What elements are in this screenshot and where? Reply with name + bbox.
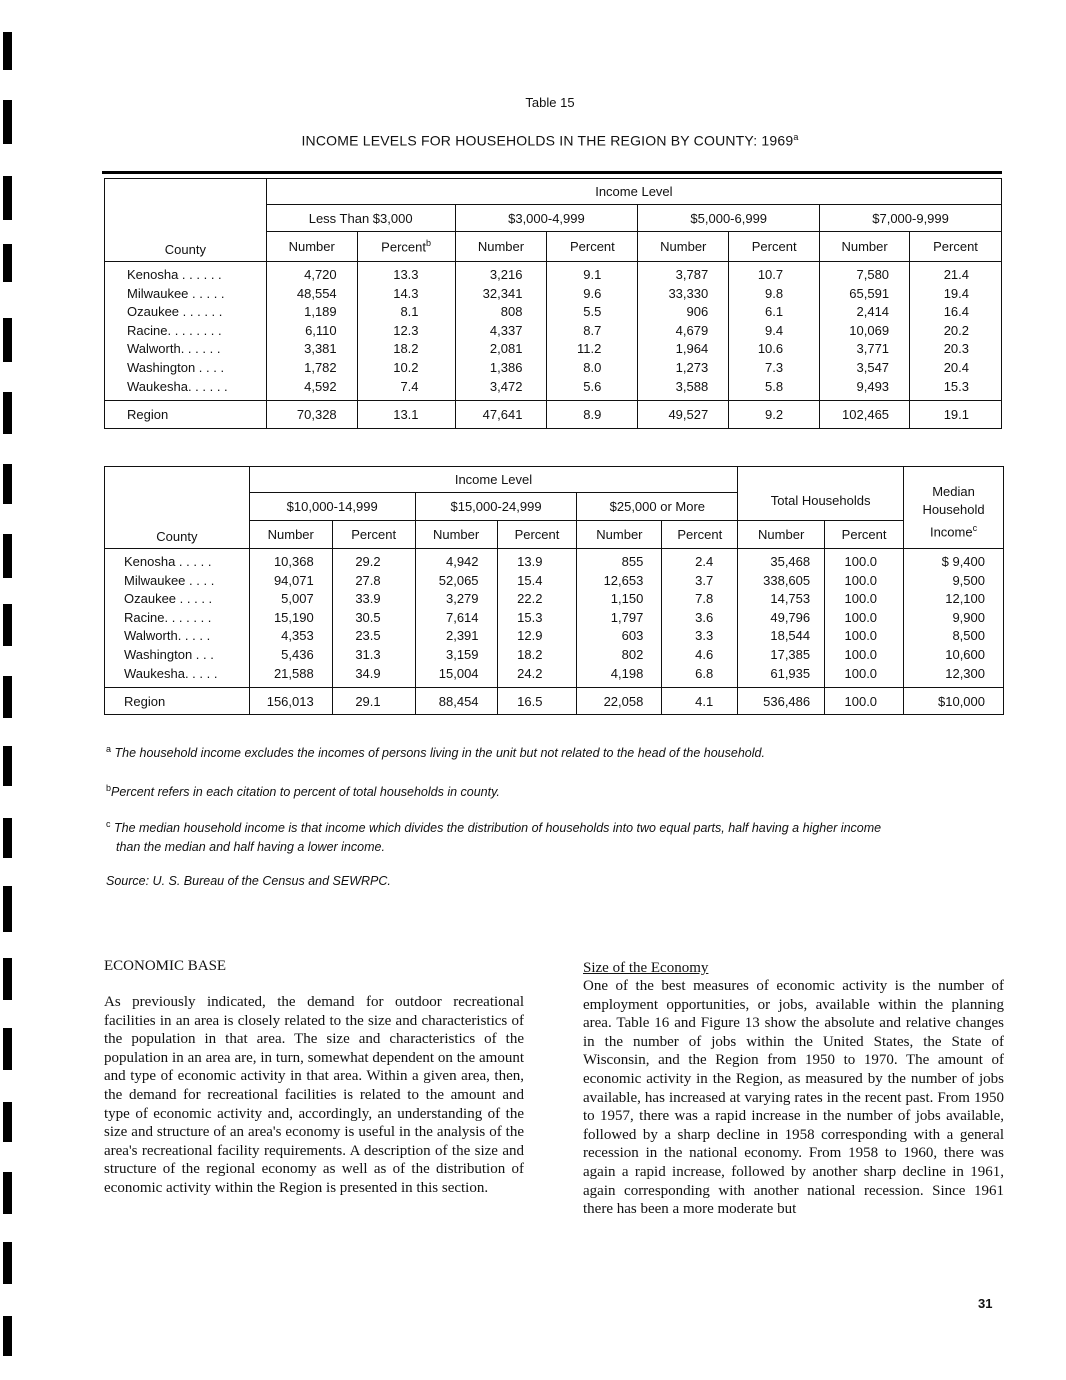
table-cell-value: 33,330	[668, 285, 709, 301]
table-cell-value: 7.8	[695, 591, 714, 607]
table-cell-value: 12,653	[603, 572, 644, 588]
table-cell-value: Waukesha. . . . . .	[127, 378, 228, 394]
region-value: 47,641	[455, 401, 547, 429]
table-cell-value: Racine. . . . . . .	[124, 609, 212, 625]
table-cell-value: 22.2	[517, 591, 543, 607]
region-value: 13.1	[357, 401, 455, 429]
binder-mark	[3, 958, 12, 1000]
size-of-economy-paragraph: One of the best measures of economic activity is the number of employment opportunities, or jobs, available within the planning area. Table 16 and Figure 13 show the absolute and relative changes in the number of jobs within the United States, the State of Wisconsin, and the Region from 1950 to 1970. The amount of economic activity in the Region, as measured by the number of jobs available, has increased at varying rates in the recent past. From 1950 to 1957, there was a rapid increase in the number of jobs available, followed by a sharp decline in 1958 corresponding with a general recession in the national economy. From 1958 to 1960, there was again a rapid increase, followed by another sharp decline in 1961, again corresponding with another national recession. Since 1961 there has been a more moderate but	[583, 978, 1004, 1218]
region-value: 22,058	[577, 688, 662, 715]
table-cell-value: $ 9,400	[941, 554, 985, 569]
table-cell-value: 100.0	[844, 665, 878, 681]
table-cell-value: 4,592	[304, 378, 337, 394]
table-cell-value: 100.0	[844, 609, 878, 625]
region-value: 102,465	[820, 401, 910, 429]
table-cell-value: 1,189	[304, 304, 337, 320]
region-value: 4.1	[662, 688, 738, 715]
data-column	[577, 549, 662, 688]
binder-mark	[3, 318, 12, 362]
data-column	[638, 262, 729, 401]
data-column	[332, 549, 415, 688]
region-value: 100.0	[825, 688, 904, 715]
table-cell-value: 855	[621, 554, 644, 569]
data-column	[415, 549, 497, 688]
data-column	[357, 262, 455, 401]
table-body	[105, 262, 1002, 401]
table-cell-value: 3,279	[445, 591, 479, 607]
data-column	[455, 262, 547, 401]
column-header: Number	[455, 232, 547, 262]
binder-mark	[3, 32, 12, 70]
table-cell-value: 13.3	[393, 267, 419, 282]
region-value: 88,454	[415, 688, 497, 715]
table-cell-value: 4,720	[304, 267, 337, 282]
data-column	[910, 262, 1002, 401]
table-cell-value: 802	[621, 646, 644, 662]
bracket-header: $5,000-6,999	[638, 205, 820, 232]
table-cell-value: 9,493	[856, 378, 890, 394]
table-cell-value: Kenosha . . . . . .	[127, 267, 222, 282]
table-cell-value: 32,341	[482, 285, 523, 301]
column-header: Number	[638, 232, 729, 262]
column-header: Percent$^b$	[357, 232, 455, 262]
table-cell-value: 9.8	[765, 285, 784, 301]
table-cell-value: 27.8	[355, 572, 381, 588]
economic-base-paragraph: As previously indicated, the demand for outdoor recreational facilities in an area is closely related to the size and characteristics of the population in that area. The size and characteristics of the population in an area are, in turn, somewhat dependent on the amount and type of economic activity in that area. Within a given area, then, the demand for recreational facilities is related to the amount and type of economic activity and, accordingly, an understanding of the size and structure of an area's economy is useful in the analysis of the area's recreational facility requirements. A description of the size and structure of the regional economy as well as of the distribution of economic activity within the Region is presented in this section.	[104, 994, 524, 1196]
table-cell-value: 10,600	[945, 646, 985, 662]
binder-mark	[3, 746, 12, 786]
region-label: Region	[105, 688, 250, 715]
table-cell-value: 5.5	[583, 304, 602, 320]
table-cell-value: 906	[686, 304, 709, 320]
table-cell-value: 20.3	[943, 341, 969, 357]
footnote-c: $^c$ The median household income is that income which divides the distribution of households into two equal parts, half having a higher income than the median and half having a lower income.	[106, 819, 882, 855]
table-cell-value: 4,353	[281, 628, 314, 644]
table-cell-value: 5,007	[281, 591, 314, 607]
percent-footnote-mark: b	[425, 238, 431, 249]
table-cell-value: 3.6	[695, 609, 714, 625]
table-cell-value: 4.6	[695, 646, 714, 662]
table-cell-value: 5.8	[765, 378, 784, 394]
table-cell-value: Milwaukee . . . . .	[127, 285, 225, 301]
table-body	[105, 549, 1004, 688]
data-column	[738, 549, 825, 688]
binder-mark	[3, 1242, 12, 1284]
table-cell-value: 3,216	[489, 267, 523, 282]
table-cell-value: 21,588	[273, 665, 314, 681]
table-cell-value: 16.4	[943, 304, 969, 320]
county-column	[105, 549, 250, 688]
table-cell-value: 4,198	[610, 665, 644, 681]
table-cell-value: 4,942	[445, 554, 479, 569]
column-header: Percent	[910, 232, 1002, 262]
table-cell-value: 7.3	[765, 359, 784, 375]
column-header: Number	[415, 521, 497, 549]
income-level-header: Income Level	[249, 467, 737, 493]
table-cell-value: 100.0	[844, 628, 878, 644]
table-cell-value: 35,468	[770, 554, 811, 569]
page-number: 31	[978, 1296, 993, 1311]
table-cell-value: 15.3	[943, 378, 969, 394]
county-header: County	[105, 179, 267, 262]
column-header: Number	[820, 232, 910, 262]
data-column	[547, 262, 638, 401]
data-column	[729, 262, 820, 401]
table-cell-value: 18.2	[517, 646, 543, 662]
table-cell-value: 7,614	[445, 609, 479, 625]
table-cell-value: 1,782	[304, 359, 337, 375]
table-cell-value: 20.4	[943, 359, 969, 375]
table-cell-value: 94,071	[273, 572, 314, 588]
table-cell-value: Ozaukee . . . . .	[124, 591, 213, 607]
county-header: County	[105, 467, 250, 549]
table-cell-value: 65,591	[849, 285, 890, 301]
table-cell-value: 20.2	[943, 322, 969, 338]
table-cell-value: 2,414	[856, 304, 890, 320]
table-cell-value: 8.7	[583, 322, 602, 338]
table-cell-value: 4,337	[489, 322, 523, 338]
table-cell-value: 1,273	[675, 359, 709, 375]
region-value: 536,486	[738, 688, 825, 715]
table-cell-value: 14,753	[770, 591, 811, 607]
table-cell-value: 12.3	[393, 322, 419, 338]
binder-mark	[3, 464, 12, 504]
table-cell-value: 3,547	[856, 359, 890, 375]
column-header: Percent	[662, 521, 738, 549]
table-cell-value: 8.1	[400, 304, 419, 320]
table-cell-value: 8.0	[583, 359, 602, 375]
table-number: Table 15	[525, 95, 575, 110]
table-cell-value: Milwaukee . . . .	[124, 572, 215, 588]
table-cell-value: 52,065	[438, 572, 479, 588]
table-cell-value: Racine. . . . . . . .	[127, 322, 222, 338]
bracket-header: $10,000-14,999	[249, 493, 415, 521]
table-cell-value: 10.2	[393, 359, 419, 375]
table-title: INCOME LEVELS FOR HOUSEHOLDS IN THE REGION BY COUNTY: 1969$^a$	[301, 132, 799, 149]
table-cell-value: 21.4	[943, 267, 969, 282]
table-cell-value: 9,500	[952, 572, 985, 588]
table-cell-value: 338,605	[763, 572, 811, 588]
binder-mark	[3, 244, 12, 282]
table-cell-value: 15.4	[517, 572, 543, 588]
bracket-header: $7,000-9,999	[820, 205, 1002, 232]
data-column	[820, 262, 910, 401]
region-value: 29.1	[332, 688, 415, 715]
table-cell-value: 100.0	[844, 572, 878, 588]
region-value: 156,013	[249, 688, 332, 715]
economic-base-heading: ECONOMIC BASE	[104, 958, 227, 974]
table-cell-value: 10.6	[757, 341, 784, 357]
table-cell-value: 5,436	[281, 646, 314, 662]
binder-mark	[3, 176, 12, 220]
table-cell-value: 15,004	[438, 665, 479, 681]
table-cell-value: 6,110	[305, 322, 337, 338]
table-cell-value: 15,190	[273, 609, 314, 625]
column-header: Number	[249, 521, 332, 549]
table-cell-value: 9.6	[583, 285, 602, 301]
table-cell-value: 1,150	[610, 591, 644, 607]
table-cell-value: 2,391	[445, 628, 479, 644]
binder-mark	[3, 1028, 12, 1070]
binder-mark	[3, 534, 12, 578]
table-cell-value: 33.9	[355, 591, 381, 607]
column-header: Number	[577, 521, 662, 549]
binder-mark	[3, 1172, 12, 1214]
region-value: 16.5	[497, 688, 577, 715]
footnote-a: $^a$ The household income excludes the incomes of persons living in the unit but not related to the head of the household.	[106, 744, 765, 761]
table-cell-value: 11.2	[576, 341, 602, 357]
binder-mark	[3, 676, 12, 718]
table-cell-value: 48,554	[296, 285, 337, 301]
column-header: Number	[738, 521, 825, 549]
table-cell-value: 12,100	[945, 591, 985, 607]
column-header: Percent	[497, 521, 577, 549]
table-cell-value: 12,300	[945, 665, 985, 681]
bracket-header: $3,000-4,999	[455, 205, 638, 232]
table-cell-value: Waukesha. . . . .	[124, 665, 218, 681]
table-cell-value: 49,796	[770, 609, 811, 625]
table-cell-value: 1,386	[489, 359, 523, 375]
table-cell-value: 23.5	[355, 628, 381, 644]
column-header: Number	[266, 232, 357, 262]
table-cell-value: 19.4	[943, 285, 969, 301]
bracket-header: $25,000 or More	[577, 493, 738, 521]
county-column	[105, 262, 267, 401]
table-cell-value: 13.9	[517, 554, 543, 569]
table-cell-value: 100.0	[844, 646, 878, 662]
table-cell-value: Washington . . . .	[127, 359, 225, 375]
table-top-rule	[102, 171, 1002, 174]
table-cell-value: 4,679	[675, 322, 709, 338]
region-value: 49,527	[638, 401, 729, 429]
data-column	[249, 549, 332, 688]
table-cell-value: 100.0	[844, 591, 878, 607]
income-level-header: Income Level	[266, 179, 1001, 205]
table-cell-value: 10,069	[849, 322, 890, 338]
source-note: Source: U. S. Bureau of the Census and SEWRPC.	[106, 874, 391, 888]
data-column	[904, 549, 1004, 688]
table-cell-value: 3,472	[489, 378, 523, 394]
column-header: Percent	[825, 521, 904, 549]
binder-mark	[3, 1102, 12, 1142]
table-cell-value: 9.1	[583, 267, 602, 282]
table-cell-value: 29.2	[355, 554, 381, 569]
table-cell-value: 6.8	[695, 665, 714, 681]
table-cell-value: 1,797	[610, 609, 644, 625]
table-cell-value: 3,159	[445, 646, 479, 662]
table-cell-value: 34.9	[355, 665, 381, 681]
table-cell-value: 15.3	[517, 609, 543, 625]
table-cell-value: 3,771	[856, 341, 890, 357]
region-value: $10,000	[904, 688, 1004, 715]
table-cell-value: 12.9	[517, 628, 543, 644]
table-cell-value: 603	[621, 628, 644, 644]
title-footnote-mark: a	[793, 132, 799, 142]
binder-mark	[3, 392, 12, 434]
table-cell-value: 18,544	[770, 628, 811, 644]
table-cell-value: 3.7	[695, 572, 714, 588]
data-column	[825, 549, 904, 688]
data-column	[662, 549, 738, 688]
table-cell-value: 5.6	[583, 378, 602, 394]
region-value: 70,328	[266, 401, 357, 429]
total-households-header: Total Households	[738, 467, 904, 521]
table-cell-value: Ozaukee . . . . . .	[127, 304, 223, 320]
region-label: Region	[105, 401, 267, 429]
table-cell-value: Walworth. . . . . .	[127, 341, 221, 357]
table-cell-value: 3.3	[695, 628, 714, 644]
table-cell-value: 8,500	[952, 628, 985, 644]
table-cell-value: Washington . . .	[124, 646, 214, 662]
table-cell-value: 30.5	[355, 609, 381, 625]
table-cell-value: 9.4	[765, 322, 784, 338]
data-column	[497, 549, 577, 688]
table-cell-value: 2,081	[489, 341, 523, 357]
bracket-header: Less Than $3,000	[266, 205, 455, 232]
table-cell-value: 100.0	[844, 554, 878, 569]
table-cell-value: 10,368	[273, 554, 314, 569]
binder-mark	[3, 1316, 12, 1356]
table-cell-value: 61,935	[770, 665, 811, 681]
table-cell-value: 18.2	[393, 341, 419, 357]
binder-mark	[3, 886, 12, 932]
table-cell-value: 808	[500, 304, 523, 320]
region-value: 19.1	[910, 401, 1002, 429]
table-cell-value: 24.2	[517, 665, 543, 681]
table-cell-value: 2.4	[695, 554, 714, 569]
column-header: Percent	[332, 521, 415, 549]
table-cell-value: 17,385	[770, 646, 811, 662]
region-value: 8.9	[547, 401, 638, 429]
region-row	[105, 401, 1002, 429]
footnote-b: $^b$Percent refers in each citation to percent of total households in county.	[106, 783, 500, 800]
table-cell-value: 9,900	[952, 609, 985, 625]
table-cell-value: 6.1	[765, 304, 784, 320]
bracket-header: $15,000-24,999	[415, 493, 577, 521]
table-cell-value: 3,588	[675, 378, 709, 394]
income-table-part1	[104, 178, 1002, 429]
size-of-economy-heading: Size of the Economy	[583, 960, 709, 976]
table-cell-value: Kenosha . . . . .	[124, 554, 212, 569]
table-cell-value: 3,787	[675, 267, 709, 282]
median-footnote-mark: c	[972, 523, 978, 534]
income-table-part2	[104, 466, 1004, 715]
binder-mark	[3, 604, 12, 646]
region-value: 9.2	[729, 401, 820, 429]
table-cell-value: 3,381	[304, 341, 337, 357]
region-row	[105, 688, 1004, 715]
table-cell-value: 31.3	[355, 646, 381, 662]
column-header: Percent	[729, 232, 820, 262]
column-header: Percent	[547, 232, 638, 262]
table-cell-value: 7.4	[400, 378, 419, 394]
binder-mark	[3, 818, 12, 858]
table-cell-value: 14.3	[393, 285, 419, 301]
table-cell-value: 10.7	[757, 267, 784, 282]
data-column	[266, 262, 357, 401]
median-income-header: Median Household Income$^c$	[904, 467, 1004, 549]
table-cell-value: 1,964	[675, 341, 709, 357]
table-cell-value: 7,580	[856, 267, 890, 282]
table-cell-value: Walworth. . . . .	[124, 628, 211, 644]
